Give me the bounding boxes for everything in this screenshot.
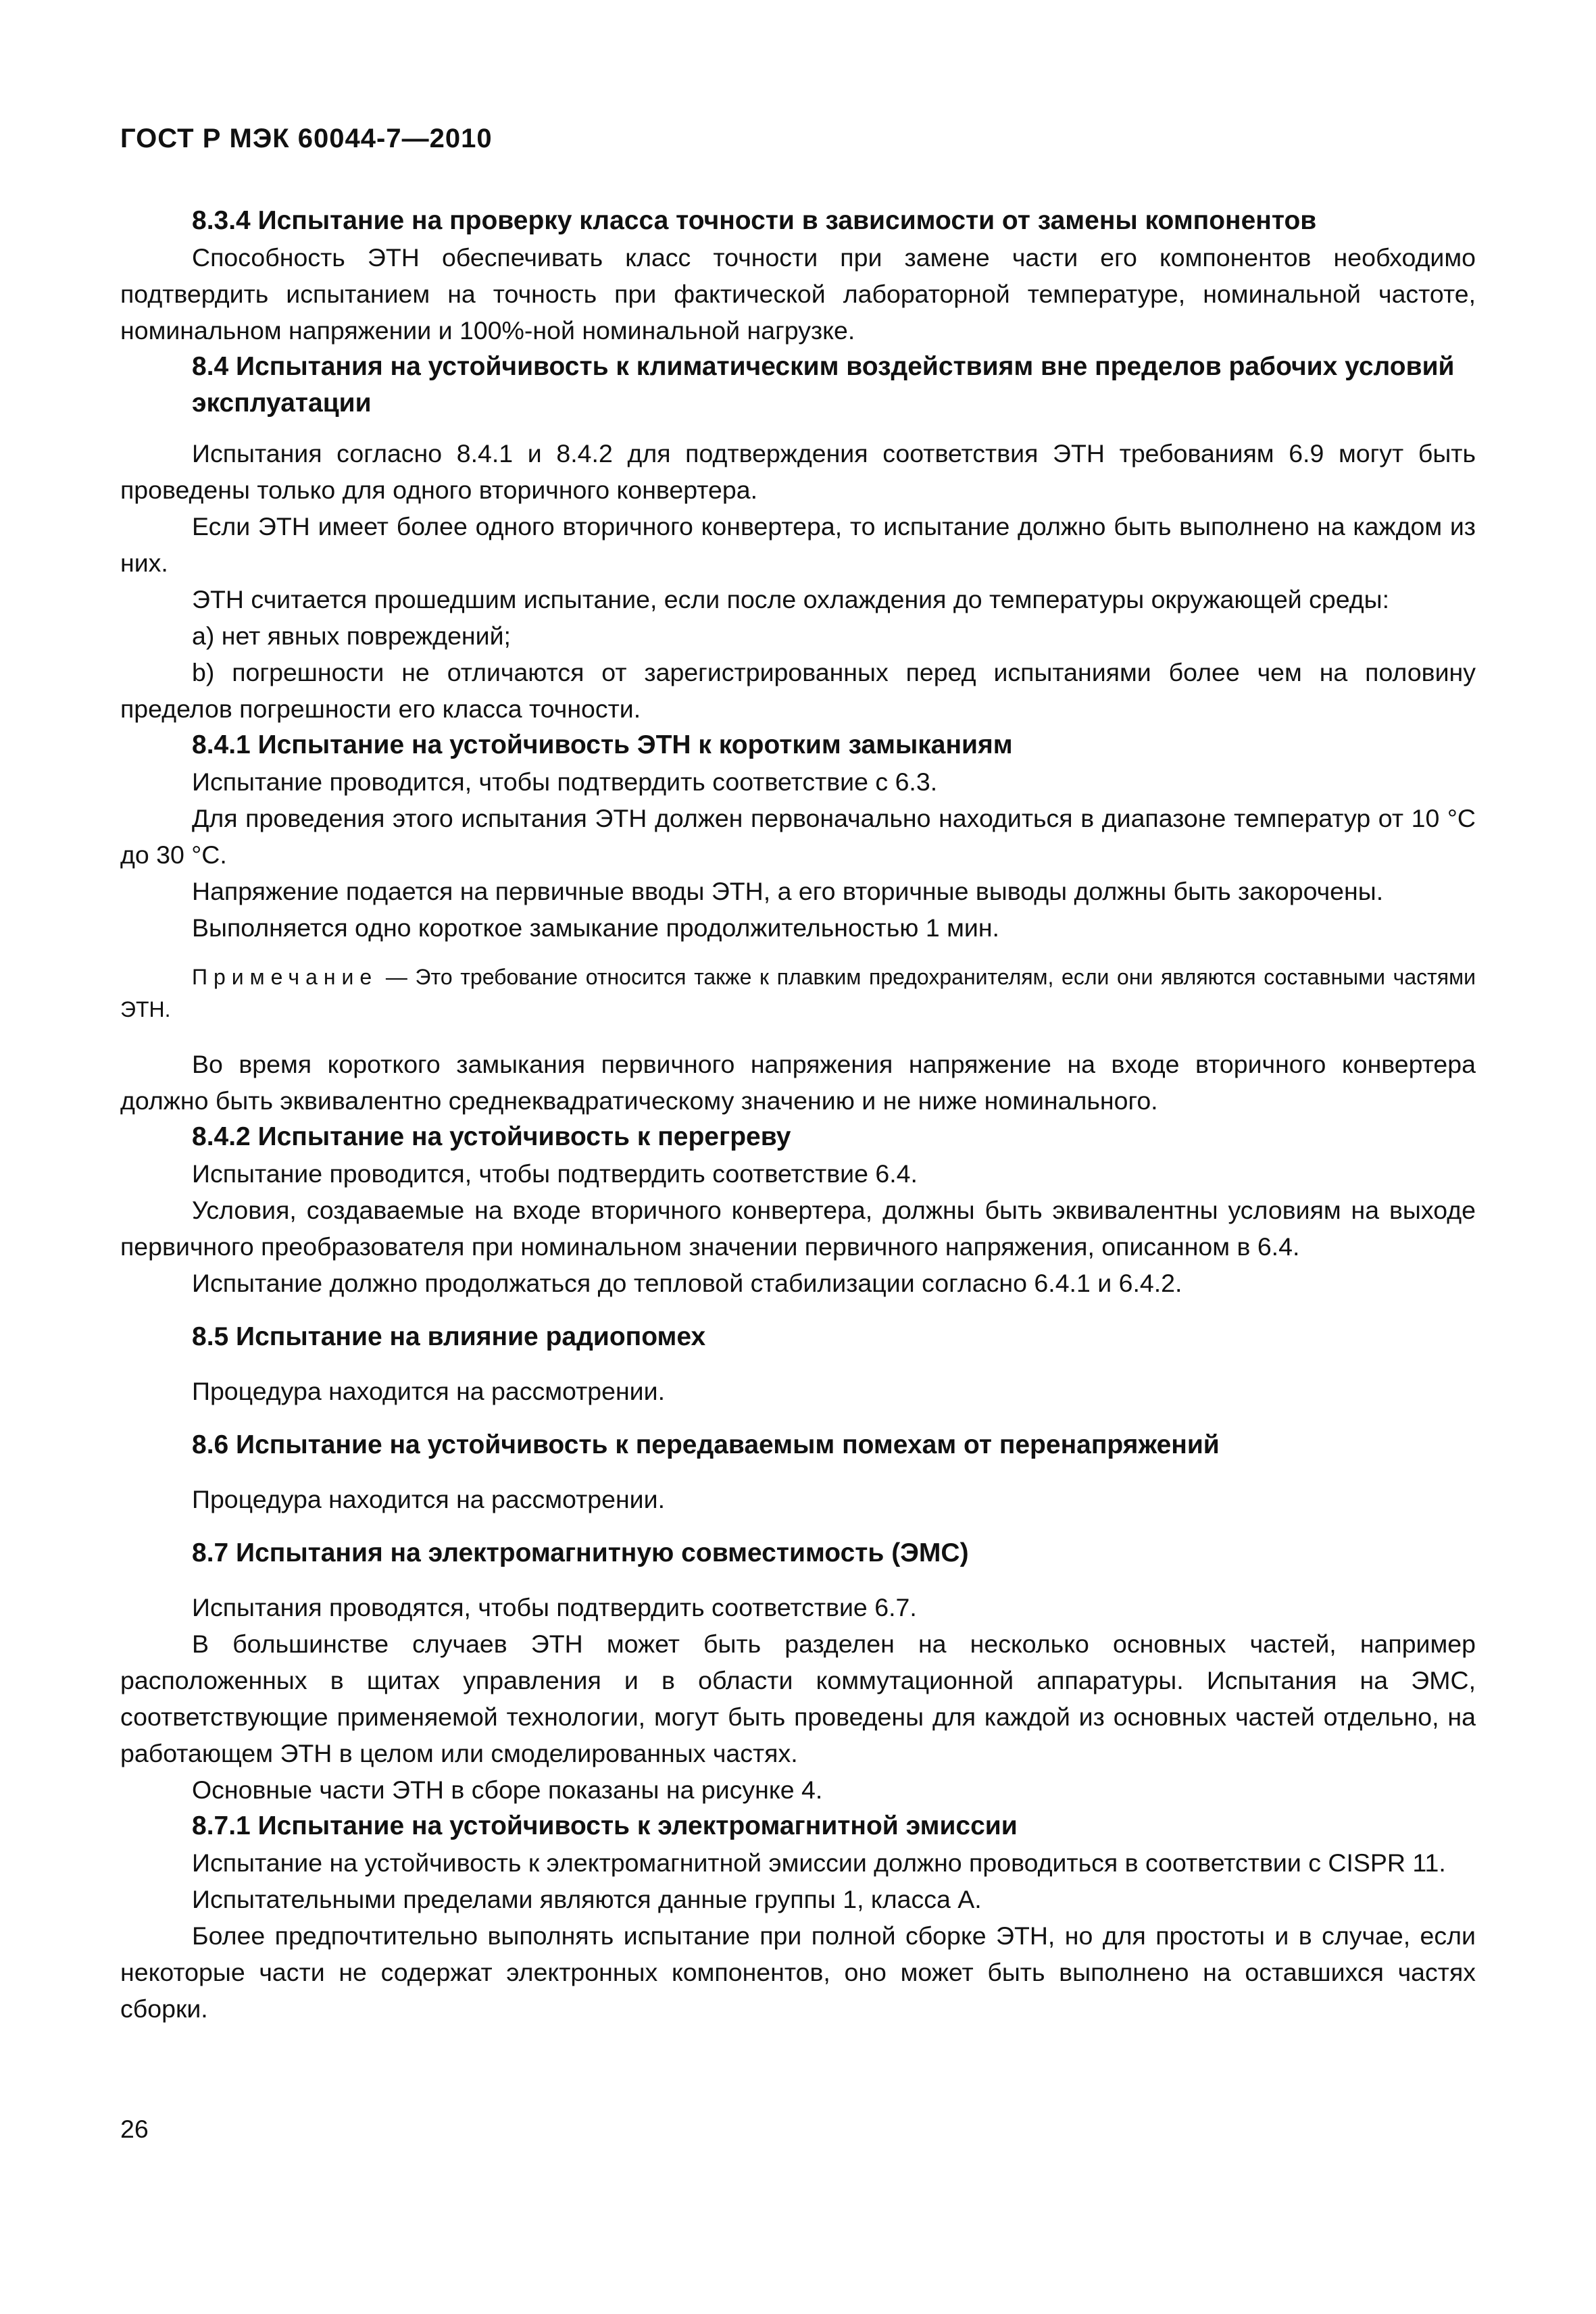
- section-heading-8-7-1: 8.7.1 Испытание на устойчивость к электромагнитной эмиссии: [192, 1811, 1018, 1840]
- document-header-code: ГОСТ Р МЭК 60044-7—2010: [120, 124, 493, 153]
- paragraph: Испытания проводятся, чтобы подтвердить соответствие 6.7.: [192, 1593, 917, 1621]
- paragraph: Испытание должно продолжаться до тепловой стабилизации согласно 6.4.1 и 6.4.2.: [192, 1269, 1182, 1297]
- paragraph: Испытательными пределами являются данные группы 1, класса А.: [192, 1885, 982, 1913]
- paragraph: Испытание проводится, чтобы подтвердить соответствие с 6.3.: [192, 768, 938, 796]
- paragraph: Более предпочтительно выполнять испытание при полной сборке ЭТН, но для простоты и в случае, если некоторые части не содержат электронных компонентов, оно может быть выполнено на оставшихся частях сборки.: [120, 1921, 1476, 2023]
- paragraph: Процедура находится на рассмотрении.: [192, 1377, 665, 1405]
- section-heading-8-6: 8.6 Испытание на устойчивость к передаваемым помехам от перенапряжений: [192, 1430, 1220, 1459]
- document-body: [120, 203, 1476, 2027]
- section-heading-8-4: 8.4 Испытания на устойчивость к климатическим воздействиям вне пределов рабочих условий эксплуатации: [192, 352, 1455, 418]
- paragraph: Во время короткого замыкания первичного напряжения напряжение на входе вторичного конвертера должно быть эквивалентно среднеквадратическому значению и не ниже номинального.: [120, 1050, 1476, 1115]
- paragraph: Основные части ЭТН в сборе показаны на рисунке 4.: [192, 1776, 823, 1804]
- paragraph: Для проведения этого испытания ЭТН должен первоначально находиться в диапазоне температур от 10 °C до 30 °C.: [120, 804, 1476, 869]
- paragraph: Условия, создаваемые на входе вторичного конвертера, должны быть эквивалентны условиям на выходе первичного преобразователя при номинальном значении первичного напряжения, описанном в 6.4.: [120, 1196, 1476, 1261]
- paragraph: Испытание на устойчивость к электромагнитной эмиссии должно проводиться в соответствии с CISPR 11.: [192, 1848, 1446, 1877]
- section-heading-8-4-2: 8.4.2 Испытание на устойчивость к перегреву: [192, 1122, 791, 1151]
- paragraph: В большинстве случаев ЭТН может быть разделен на несколько основных частей, например расположенных в щитах управления и в области коммутационной аппаратуры. Испытания на ЭМС, соответствующие применяемой технологии, могут быть проведены для каждой из основных частей отдельно, на работающем ЭТН в целом или смоделированных частях.: [120, 1630, 1476, 1767]
- note-text: — Это требование относится также к плавким предохранителям, если они являются составными частями ЭТН.: [120, 965, 1476, 1022]
- paragraph: Способность ЭТН обеспечивать класс точности при замене части его компонентов необходимо подтвердить испытанием на точность при фактической лабораторной температуре, номинальной частоте, номинальном напряжении и 100%-ной номинальной нагрузке.: [120, 243, 1476, 345]
- paragraph: ЭТН считается прошедшим испытание, если после охлаждения до температуры окружающей среды:: [192, 585, 1390, 613]
- list-item-b: b) погрешности не отличаются от зарегистрированных перед испытаниями более чем на половину пределов погрешности его класса точности.: [120, 658, 1476, 723]
- paragraph: Процедура находится на рассмотрении.: [192, 1485, 665, 1513]
- paragraph: Испытания согласно 8.4.1 и 8.4.2 для подтверждения соответствия ЭТН требованиям 6.9 могут быть проведены только для одного вторичного конвертера.: [120, 439, 1476, 504]
- page-number: 26: [120, 2115, 149, 2143]
- list-item-a: a) нет явных повреждений;: [192, 622, 511, 650]
- paragraph: Если ЭТН имеет более одного вторичного конвертера, то испытание должно быть выполнено на каждом из них.: [120, 512, 1476, 577]
- section-heading-8-4-1: 8.4.1 Испытание на устойчивость ЭТН к коротким замыканиям: [192, 730, 1013, 759]
- section-heading-8-3-4: 8.3.4 Испытание на проверку класса точности в зависимости от замены компонентов: [192, 206, 1317, 235]
- paragraph: Напряжение подается на первичные вводы ЭТН, а его вторичные выводы должны быть закорочены.: [192, 877, 1384, 905]
- section-heading-8-7: 8.7 Испытания на электромагнитную совместимость (ЭМС): [192, 1538, 969, 1567]
- section-heading-8-5: 8.5 Испытание на влияние радиопомех: [192, 1322, 706, 1351]
- note: [120, 961, 1476, 1026]
- note-label: Примечание: [192, 965, 378, 989]
- paragraph: Выполняется одно короткое замыкание продолжительностью 1 мин.: [192, 913, 999, 942]
- paragraph: Испытание проводится, чтобы подтвердить соответствие 6.4.: [192, 1159, 918, 1188]
